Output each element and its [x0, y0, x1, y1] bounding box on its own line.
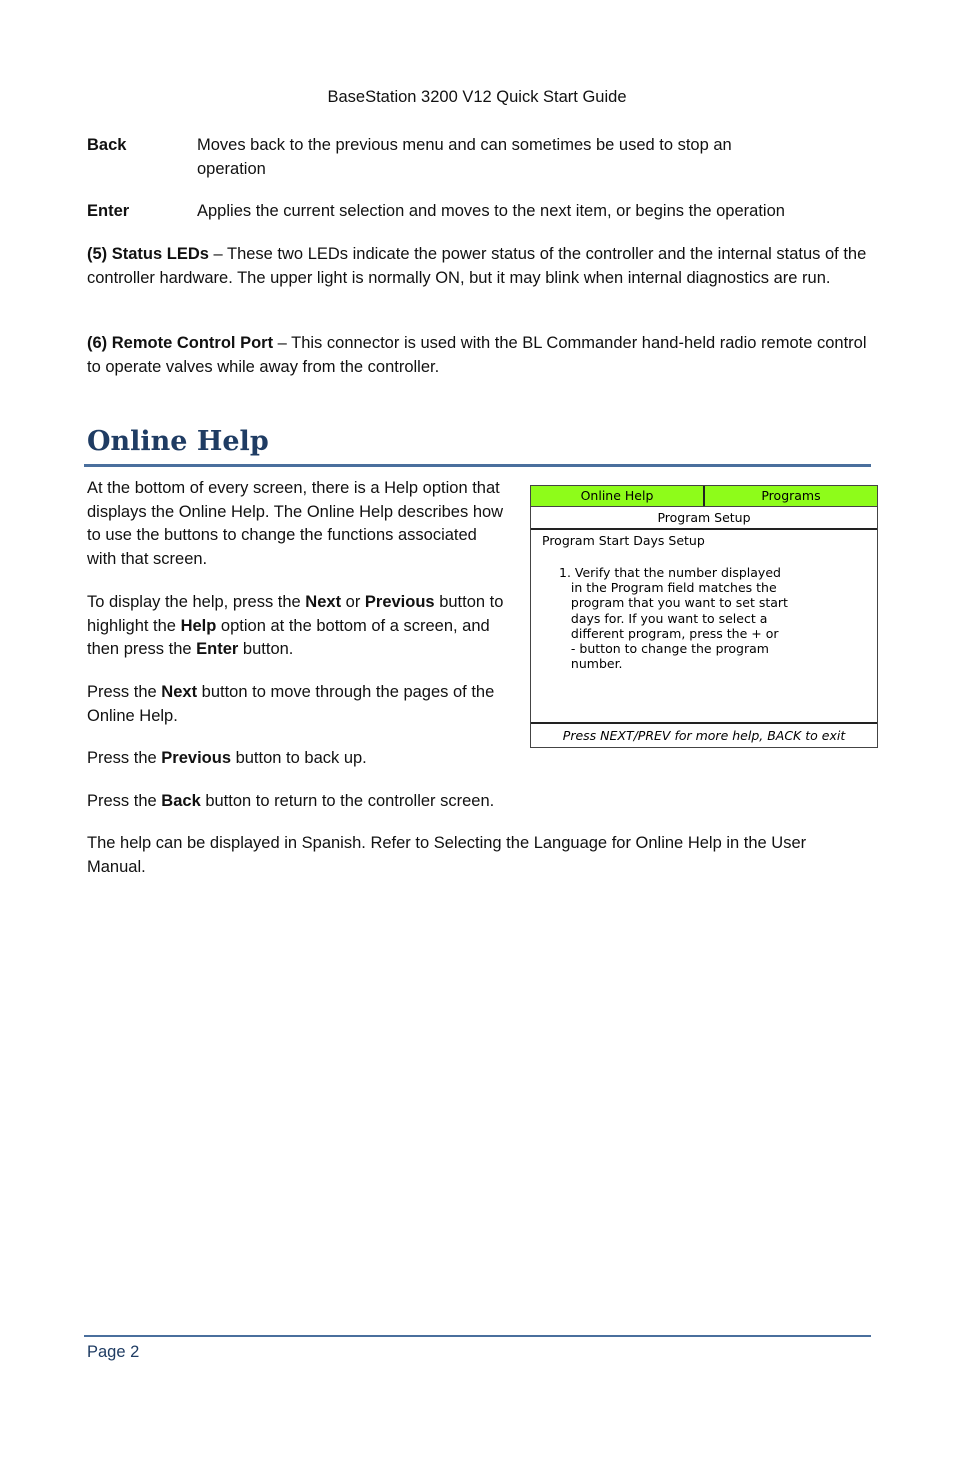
tab-programs: Programs: [705, 486, 877, 506]
footer-divider: [84, 1335, 871, 1337]
device-tab-bar: [531, 486, 877, 507]
status-leds-text: – These two LEDs indicate the power status of the controller and the internal status of the controller hardware. The upper light is normally ON, but it may blink when internal diagnostics are run.: [87, 245, 867, 287]
document-header: BaseStation 3200 V12 Quick Start Guide: [327, 88, 627, 106]
definition-enter: Applies the current selection and moves to the next item, or begins the operation: [197, 202, 785, 220]
paragraph-spanish: The help can be displayed in Spanish. Refer to Selecting the Language for Online Help in the User Manual.: [87, 834, 807, 876]
device-help-body: 1. Verify that the number displayed in the Program field matches the program that you want to set start days for. If you want to select a different program, press the + or - button to change the program number.: [559, 565, 788, 672]
device-section-title: Program Start Days Setup: [542, 533, 705, 548]
definition-back: Moves back to the previous menu and can sometimes be used to stop an operation: [197, 136, 732, 178]
status-leds-paragraph: [87, 243, 867, 290]
paragraph-next: Press the Next button to move through the pages of the Online Help.: [87, 683, 495, 725]
tab-online-help: Online Help: [531, 486, 705, 506]
device-screenshot: [530, 485, 878, 748]
remote-port-paragraph: [87, 332, 867, 379]
term-enter: Enter: [87, 202, 130, 220]
page-number: Page 2: [87, 1343, 140, 1361]
status-leds-label: (5) Status LEDs: [87, 245, 209, 263]
remote-port-label: (6) Remote Control Port: [87, 334, 274, 352]
heading-divider: [84, 464, 871, 467]
paragraph-display-help: To display the help, press the Next or Previous button to highlight the Help option at the bottom of a screen, and then press the Enter button.: [87, 593, 504, 658]
paragraph-previous: Press the Previous button to back up.: [87, 749, 367, 767]
paragraph-intro: At the bottom of every screen, there is a Help option that displays the Online Help. The Online Help describes how to use the buttons to change the functions associated with that screen.: [87, 479, 504, 568]
device-subtitle: Program Setup: [531, 507, 877, 530]
remote-port-text: – This connector is used with the BL Commander hand-held radio remote control to operate valves while away from the controller.: [87, 334, 867, 376]
term-back: Back: [87, 136, 127, 154]
paragraph-back: Press the Back button to return to the controller screen.: [87, 792, 495, 810]
section-heading: Online Help: [87, 426, 269, 457]
device-footer: Press NEXT/PREV for more help, BACK to exit: [531, 722, 877, 748]
